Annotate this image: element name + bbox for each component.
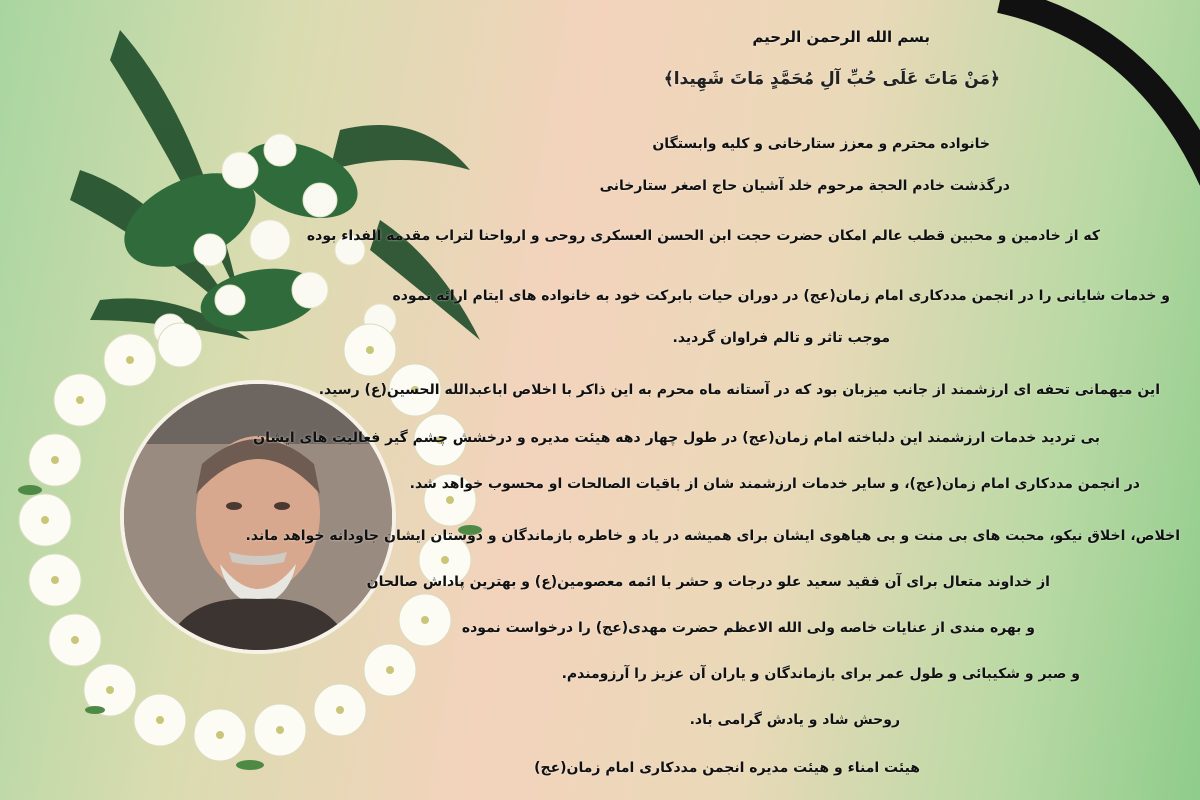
- body-line: و بهره مندی از عنایات خاصه ولی الله الاعظم حضرت مهدی(عج) را درخواست نموده: [461, 620, 1035, 636]
- body-line: موجب تاثر و تالم فراوان گردید.: [672, 330, 890, 346]
- body-line: از خداوند متعال برای آن فقید سعید علو درجات و حشر با ائمه معصومین(ع) و بهترین پاداش صالحان: [366, 574, 1050, 590]
- body-line: خانواده محترم و معزز ستارخانی و کلیه وابستگان: [652, 136, 990, 152]
- body-line: اخلاص، اخلاق نیکو، محبت های بی منت و بی هیاهوی ایشان برای همیشه در یاد و خاطره بازماندگان و دوستان ایشان جاودانه خواهد ماند.: [245, 528, 1180, 544]
- bismillah-heading: بسم الله الرحمن الرحیم: [752, 28, 930, 46]
- hadith-verse: ﴿مَنْ مَاتَ عَلَى حُبِّ آلِ مُحَمَّدٍ مَاتَ شَهِيدا﴾: [663, 69, 1000, 89]
- body-line: که از خادمین و محبین قطب عالم امکان حضرت حجت ابن الحسن العسکری روحی و ارواحنا لتراب مقدمه الفداء بوده: [306, 228, 1100, 244]
- signature: هیئت امناء و هیئت مدیره انجمن مددکاری امام زمان(عج): [534, 760, 920, 776]
- body-line: روحش شاد و یادش گرامی باد.: [689, 712, 900, 728]
- body-line: این میهمانی تحفه ای ارزشمند از جانب میزبان بود که در آستانه ماه محرم به این ذاکر با اخلاص اباعبدالله الحسین(ع) رسید.: [318, 382, 1160, 398]
- body-line: بی تردید خدمات ارزشمند این دلباخته امام زمان(عج) در طول چهار دهه هیئت مدیره و درخشش چشم گیر فعالیت های ایشان: [253, 430, 1100, 446]
- body-line: و خدمات شایانی را در انجمن مددکاری امام زمان(عج) در دوران حیات بابرکت خود به خانواده های ایتام ارائه نموده: [392, 288, 1170, 304]
- portrait-icon: [124, 384, 392, 650]
- body-line: در انجمن مددکاری امام زمان(عج)، و سایر خدمات ارزشمند شان از باقیات الصالحات او محسوب خواهد شد.: [409, 476, 1140, 492]
- portrait-photo: [124, 384, 392, 650]
- body-line: درگذشت خادم الحجة مرحوم خلد آشیان حاج اصغر ستارخانی: [599, 178, 1010, 194]
- body-line: و صبر و شکیبائی و طول عمر برای بازماندگان و یاران آن عزیز را آرزومندم.: [561, 666, 1080, 682]
